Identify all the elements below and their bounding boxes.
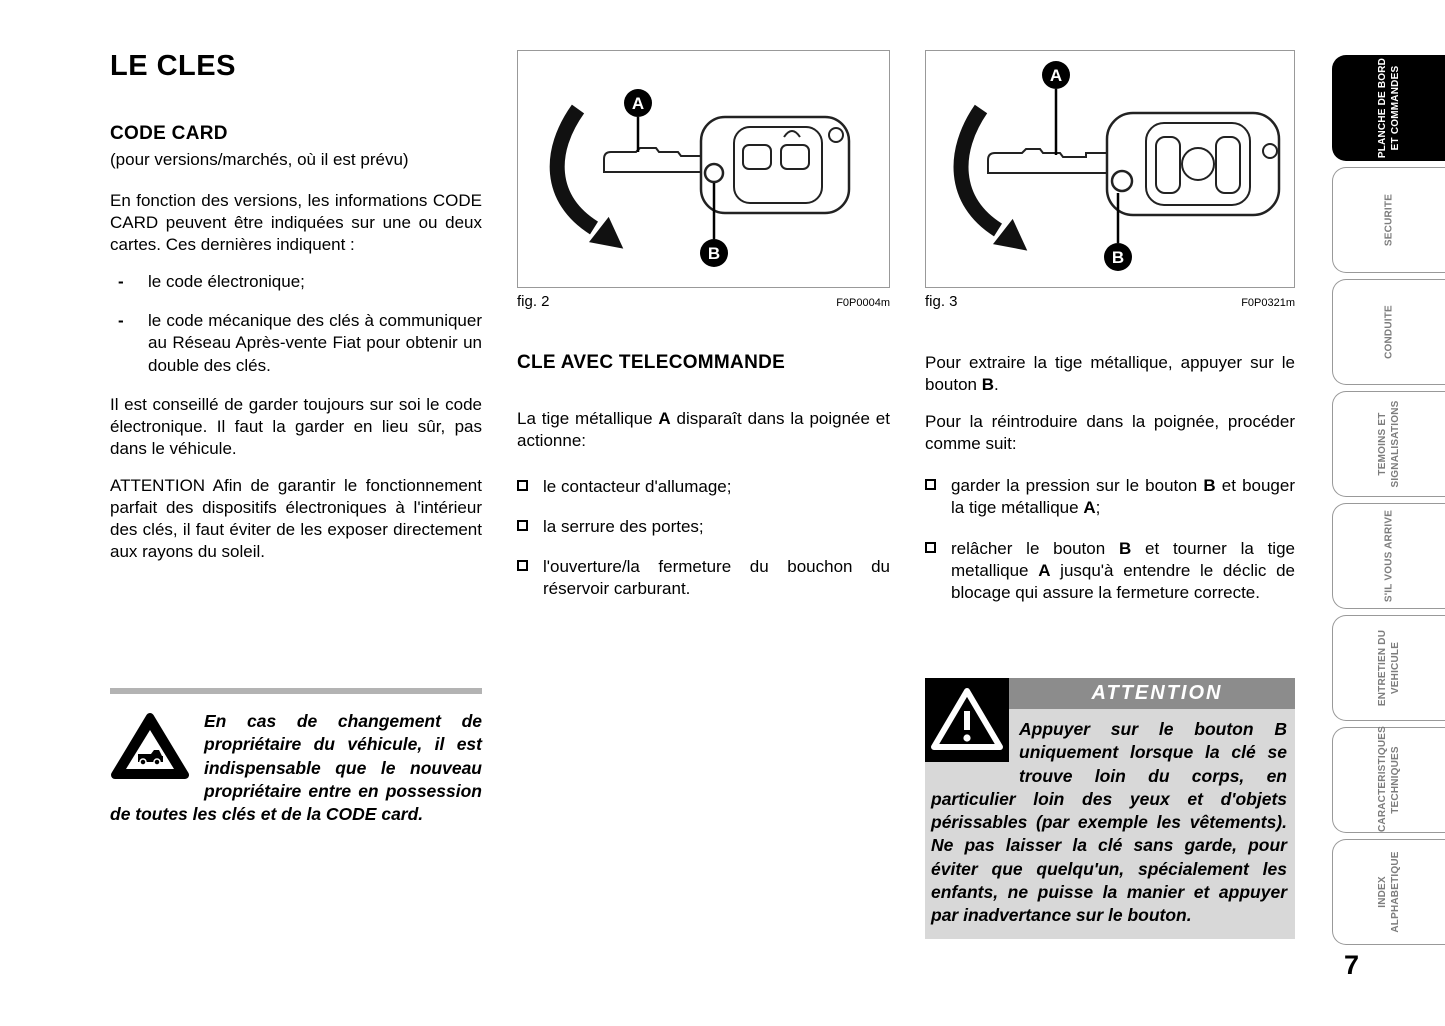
bold-ref-b: B: [981, 375, 995, 395]
checkbox-bullet-icon: [517, 520, 528, 531]
warning-divider-bar: [110, 688, 482, 694]
text-segment: et bouger la tige métallique: [951, 476, 1296, 518]
text-segment: Pour extraire la tige métallique, appuyer sur le bouton: [925, 353, 1295, 395]
attention-body-text: Appuyer sur le bouton B uniquement lorsque la clé se trouve loin du corps, en particulier loin des yeux et d'objets périssables (par exemple les vêtements). Ne pas laisser la clé sans garde, pour éviter que quelqu'un, spécialement les enfants, ne puisse la manier et appuyer par inadvertance sur le bouton.: [931, 719, 1287, 926]
label-a-text: A: [631, 94, 645, 113]
section-heading-telecommande: CLE AVEC TELECOMMANDE: [517, 352, 786, 373]
sidebar-tab-conduite: [1332, 279, 1445, 385]
checkbox-bullet-icon: [517, 560, 528, 571]
checkbox-bullet-icon: [517, 480, 528, 491]
sidebar-tab-label: CARACTERISTIQUES TECHNIQUES: [1377, 726, 1401, 832]
warning-triangle-van-icon: [110, 712, 190, 787]
key-fob-body: [701, 117, 849, 213]
label-b-text: B: [707, 244, 721, 263]
list-item: [925, 475, 1295, 519]
sidebar-tab-index-alphabetique: [1332, 839, 1445, 945]
text-segment: garder la pression sur le bouton: [951, 476, 1204, 496]
list-item: [517, 516, 890, 538]
owner-change-warning: [110, 688, 482, 826]
dash-bullet: -: [118, 311, 124, 331]
warning-text: En cas de changement de propriétaire du véhicule, il est indispensable que le nouveau propriétaire entre en possession de toutes les clés et de la CODE card.: [110, 711, 482, 825]
release-button: [1112, 171, 1132, 191]
list-item-text: le contacteur d'allumage;: [543, 477, 732, 497]
bold-ref-b: B: [1203, 476, 1216, 496]
text-segment: Ces dernières indiquent :: [165, 235, 355, 255]
text-segment: En fonction des versions, les informations CODE CARD peuvent être indiquées sur une ou deux cartes.: [110, 191, 482, 255]
checkbox-bullet-icon: [925, 542, 936, 553]
section-heading-code-card: CODE CARD: [110, 123, 228, 144]
figure-3-caption: [925, 293, 1295, 310]
bold-ref-b: B: [1118, 538, 1132, 558]
list-item: [110, 310, 482, 376]
sidebar-tab-label: S'IL VOUS ARRIVE: [1383, 509, 1395, 603]
attention-warning-box: [925, 678, 1295, 939]
text-segment: disparaît dans la poignée et actionne:: [517, 409, 890, 451]
label-b-text: B: [1111, 248, 1125, 267]
list-item-text: le code mécanique des clés à communiquer au Réseau Après-vente Fiat pour obtenir un double des clés.: [148, 311, 482, 375]
text-segment: La tige métallique: [517, 409, 659, 428]
bold-ref-a: A: [1083, 498, 1096, 518]
dash-bullet: -: [118, 272, 124, 292]
sidebar-tab-label: TEMOINS ET SIGNALISATIONS: [1377, 400, 1401, 488]
sidebar-tab-entretien: [1332, 615, 1445, 721]
sidebar-tab-planche-de-bord: [1332, 55, 1445, 161]
figure-label: fig. 2: [517, 293, 550, 310]
list-item: [517, 476, 890, 498]
sidebar-tab-label: PLANCHE DE BORD ET COMMANDES: [1377, 57, 1401, 159]
figure-2-image: [517, 50, 890, 288]
figure-code: F0P0004m: [836, 297, 890, 309]
attention-title: ATTENTION: [925, 678, 1295, 709]
text-segment: .: [994, 375, 999, 395]
paragraph: [517, 408, 890, 452]
paragraph: Pour la réintroduire dans la poignée, procéder comme suit:: [925, 412, 1295, 454]
list-item-text: l'ouverture/la fermeture du bouchon du réservoir carburant.: [543, 557, 890, 599]
sidebar-tab-label: CONDUITE: [1383, 305, 1395, 359]
bold-ref-a: A: [1038, 560, 1051, 580]
paragraph: [925, 352, 1295, 396]
sidebar-tab-temoins: [1332, 391, 1445, 497]
rotation-arrow: [557, 109, 594, 228]
key-remote-drawing: [926, 51, 1294, 287]
section-subnote: (pour versions/marchés, où il est prévu): [110, 150, 409, 169]
text-segment: ;: [1095, 498, 1101, 518]
sidebar-tab-label: SECURITE: [1383, 193, 1395, 247]
sidebar-tab-caracteristiques: [1332, 727, 1445, 833]
right-column: [925, 50, 1296, 926]
text-segment: relâcher le bouton: [951, 538, 1119, 558]
list-item: [925, 538, 1295, 604]
sidebar-tab-sil-vous-arrive: [1332, 503, 1445, 609]
paragraph: [110, 190, 482, 256]
list-item: [517, 556, 890, 600]
bold-ref-a: A: [658, 409, 671, 428]
text-segment: jusqu'à entendre le déclic de blocage qui assure la fermeture correcte.: [951, 560, 1295, 602]
figure-3-image: [925, 50, 1295, 288]
left-column: [110, 50, 482, 990]
sidebar-tab-label: INDEX ALPHABETIQUE: [1377, 851, 1401, 933]
key-fob-body: [1107, 113, 1279, 215]
key-blade: [988, 149, 1112, 173]
key-blade: [604, 148, 708, 172]
sidebar-tab-label: ENTRETIEN DU VEHICULE: [1377, 629, 1401, 707]
release-button: [705, 164, 723, 182]
page-title: LE CLES: [110, 50, 236, 82]
figure-label: fig. 3: [925, 293, 958, 310]
checkbox-bullet-icon: [925, 479, 936, 490]
figure-code: F0P0321m: [1241, 297, 1295, 309]
label-a-text: A: [1049, 66, 1063, 85]
attention-exclamation-icon: [925, 678, 1009, 762]
paragraph: Il est conseillé de garder toujours sur soi le code électronique. Il faut la garder en lieu sûr, pas dans le véhicule.: [110, 394, 482, 458]
list-item: [110, 271, 482, 293]
figure-2-caption: [517, 293, 890, 310]
middle-column: [517, 50, 890, 619]
list-item-text: la serrure des portes;: [543, 517, 704, 537]
paragraph: ATTENTION Afin de garantir le fonctionnement parfait des dispositifs électroniques à l'intérieur des clés, il faut éviter de les exposer directement aux rayons du soleil.: [110, 475, 482, 562]
key-remote-drawing: [518, 51, 889, 287]
text-segment: et tourner la tige metallique: [951, 538, 1295, 580]
page-number: 7: [1344, 950, 1360, 980]
sidebar-tab-securite: [1332, 167, 1445, 273]
list-item-text: le code électronique;: [148, 272, 305, 292]
